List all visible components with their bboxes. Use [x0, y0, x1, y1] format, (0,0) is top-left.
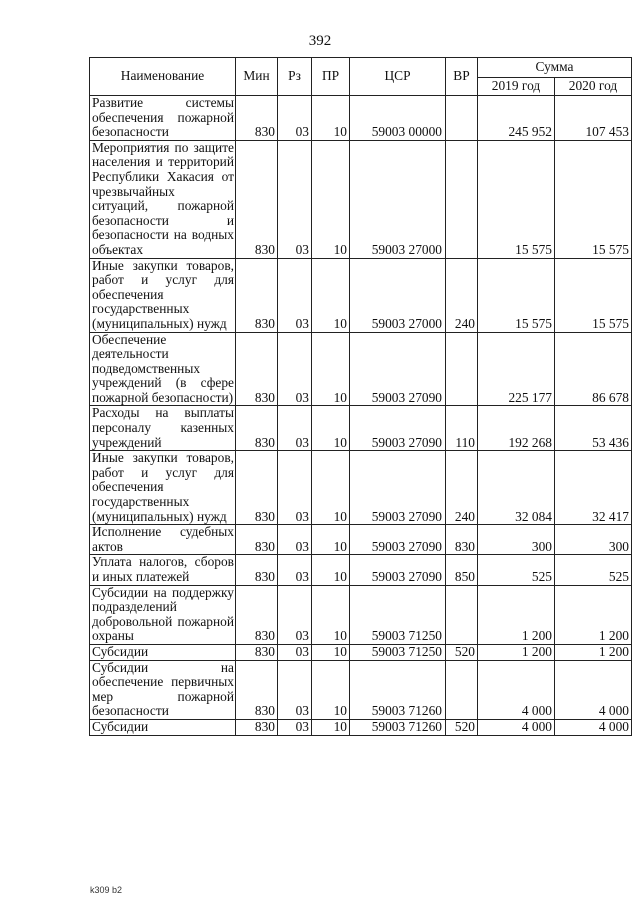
row-csr: 59003 27000 — [350, 140, 446, 258]
row-csr: 59003 27000 — [350, 258, 446, 332]
row-vr — [446, 140, 478, 258]
row-vr: 110 — [446, 406, 478, 451]
row-rz: 03 — [278, 525, 312, 555]
header-name: Наименование — [90, 58, 236, 96]
row-pr: 10 — [312, 406, 350, 451]
row-sum-2019: 4 000 — [478, 719, 555, 735]
table-body — [90, 96, 632, 736]
row-name: Иные закупки товаров, работ и услуг для обеспечения государственных (муниципальных) нужд — [90, 451, 236, 525]
table-row — [90, 258, 632, 332]
row-pr: 10 — [312, 660, 350, 719]
row-rz: 03 — [278, 96, 312, 141]
table-row — [90, 406, 632, 451]
row-pr: 10 — [312, 140, 350, 258]
row-rz: 03 — [278, 258, 312, 332]
table-row — [90, 332, 632, 406]
row-sum-2019: 4 000 — [478, 660, 555, 719]
table-header — [90, 58, 632, 96]
row-name: Субсидии — [90, 719, 236, 735]
row-pr: 10 — [312, 644, 350, 660]
header-pr: ПР — [312, 58, 350, 96]
table-row — [90, 660, 632, 719]
row-csr: 59003 27090 — [350, 332, 446, 406]
row-min: 830 — [236, 585, 278, 644]
row-csr: 59003 27090 — [350, 555, 446, 585]
header-rz: Рз — [278, 58, 312, 96]
header-min: Мин — [236, 58, 278, 96]
table-row — [90, 525, 632, 555]
row-min: 830 — [236, 660, 278, 719]
row-min: 830 — [236, 644, 278, 660]
row-vr — [446, 585, 478, 644]
row-csr: 59003 27090 — [350, 451, 446, 525]
row-name: Субсидии — [90, 644, 236, 660]
row-vr: 830 — [446, 525, 478, 555]
row-vr: 520 — [446, 719, 478, 735]
row-vr: 240 — [446, 258, 478, 332]
row-rz: 03 — [278, 406, 312, 451]
row-sum-2020: 86 678 — [555, 332, 632, 406]
row-min: 830 — [236, 555, 278, 585]
table-row — [90, 719, 632, 735]
row-min: 830 — [236, 140, 278, 258]
row-pr: 10 — [312, 332, 350, 406]
row-min: 830 — [236, 406, 278, 451]
row-sum-2019: 245 952 — [478, 96, 555, 141]
page-number: 392 — [308, 33, 332, 49]
row-vr — [446, 332, 478, 406]
row-pr: 10 — [312, 555, 350, 585]
row-sum-2019: 32 084 — [478, 451, 555, 525]
row-sum-2020: 4 000 — [555, 660, 632, 719]
row-sum-2019: 1 200 — [478, 585, 555, 644]
row-vr — [446, 660, 478, 719]
row-pr: 10 — [312, 525, 350, 555]
row-name: Исполнение судебных актов — [90, 525, 236, 555]
row-csr: 59003 71250 — [350, 585, 446, 644]
row-rz: 03 — [278, 719, 312, 735]
row-min: 830 — [236, 451, 278, 525]
row-name: Обеспечение деятельности подведомственных учреждений (в сфере пожарной безопасности) — [90, 332, 236, 406]
header-csr: ЦСР — [350, 58, 446, 96]
row-rz: 03 — [278, 644, 312, 660]
row-rz: 03 — [278, 660, 312, 719]
row-name: Развитие системы обеспечения пожарной безопасности — [90, 96, 236, 141]
row-csr: 59003 00000 — [350, 96, 446, 141]
row-name: Субсидии на поддержку подразделений добровольной пожарной охраны — [90, 585, 236, 644]
row-sum-2019: 225 177 — [478, 332, 555, 406]
row-vr: 850 — [446, 555, 478, 585]
row-sum-2020: 1 200 — [555, 585, 632, 644]
row-sum-2020: 15 575 — [555, 140, 632, 258]
header-sum: Сумма — [478, 58, 632, 78]
row-csr: 59003 27090 — [350, 525, 446, 555]
row-min: 830 — [236, 96, 278, 141]
row-sum-2020: 107 453 — [555, 96, 632, 141]
table-row — [90, 585, 632, 644]
row-pr: 10 — [312, 258, 350, 332]
table-row — [90, 555, 632, 585]
row-sum-2019: 525 — [478, 555, 555, 585]
row-rz: 03 — [278, 555, 312, 585]
row-name: Уплата налогов, сборов и иных платежей — [90, 555, 236, 585]
header-year-2020: 2020 год — [555, 78, 632, 96]
table-row — [90, 451, 632, 525]
row-sum-2020: 525 — [555, 555, 632, 585]
budget-table — [89, 57, 632, 736]
row-min: 830 — [236, 332, 278, 406]
row-vr: 520 — [446, 644, 478, 660]
row-sum-2020: 4 000 — [555, 719, 632, 735]
row-pr: 10 — [312, 96, 350, 141]
row-rz: 03 — [278, 332, 312, 406]
row-name: Мероприятия по защите населения и территорий Республики Хакасия от чрезвычайных ситуаций, пожарной безопасности и безопасности на водных объектах — [90, 140, 236, 258]
row-pr: 10 — [312, 451, 350, 525]
row-csr: 59003 71250 — [350, 644, 446, 660]
row-sum-2020: 15 575 — [555, 258, 632, 332]
row-sum-2020: 32 417 — [555, 451, 632, 525]
row-min: 830 — [236, 258, 278, 332]
header-vr: ВР — [446, 58, 478, 96]
row-vr — [446, 96, 478, 141]
table-row — [90, 96, 632, 141]
row-csr: 59003 71260 — [350, 660, 446, 719]
row-sum-2020: 53 436 — [555, 406, 632, 451]
table-row — [90, 140, 632, 258]
row-rz: 03 — [278, 140, 312, 258]
row-name: Расходы на выплаты персоналу казенных учреждений — [90, 406, 236, 451]
row-sum-2019: 15 575 — [478, 258, 555, 332]
row-sum-2020: 1 200 — [555, 644, 632, 660]
row-name: Иные закупки товаров, работ и услуг для обеспечения государственных (муниципальных) нужд — [90, 258, 236, 332]
row-min: 830 — [236, 719, 278, 735]
row-pr: 10 — [312, 585, 350, 644]
table-row — [90, 644, 632, 660]
header-year-2019: 2019 год — [478, 78, 555, 96]
row-csr: 59003 27090 — [350, 406, 446, 451]
row-sum-2019: 300 — [478, 525, 555, 555]
row-sum-2019: 192 268 — [478, 406, 555, 451]
row-vr: 240 — [446, 451, 478, 525]
row-min: 830 — [236, 525, 278, 555]
footer-code: k309 b2 — [90, 885, 123, 895]
row-name: Субсидии на обеспечение первичных мер пожарной безопасности — [90, 660, 236, 719]
row-pr: 10 — [312, 719, 350, 735]
row-sum-2019: 1 200 — [478, 644, 555, 660]
row-sum-2020: 300 — [555, 525, 632, 555]
row-rz: 03 — [278, 585, 312, 644]
row-rz: 03 — [278, 451, 312, 525]
row-csr: 59003 71260 — [350, 719, 446, 735]
row-sum-2019: 15 575 — [478, 140, 555, 258]
